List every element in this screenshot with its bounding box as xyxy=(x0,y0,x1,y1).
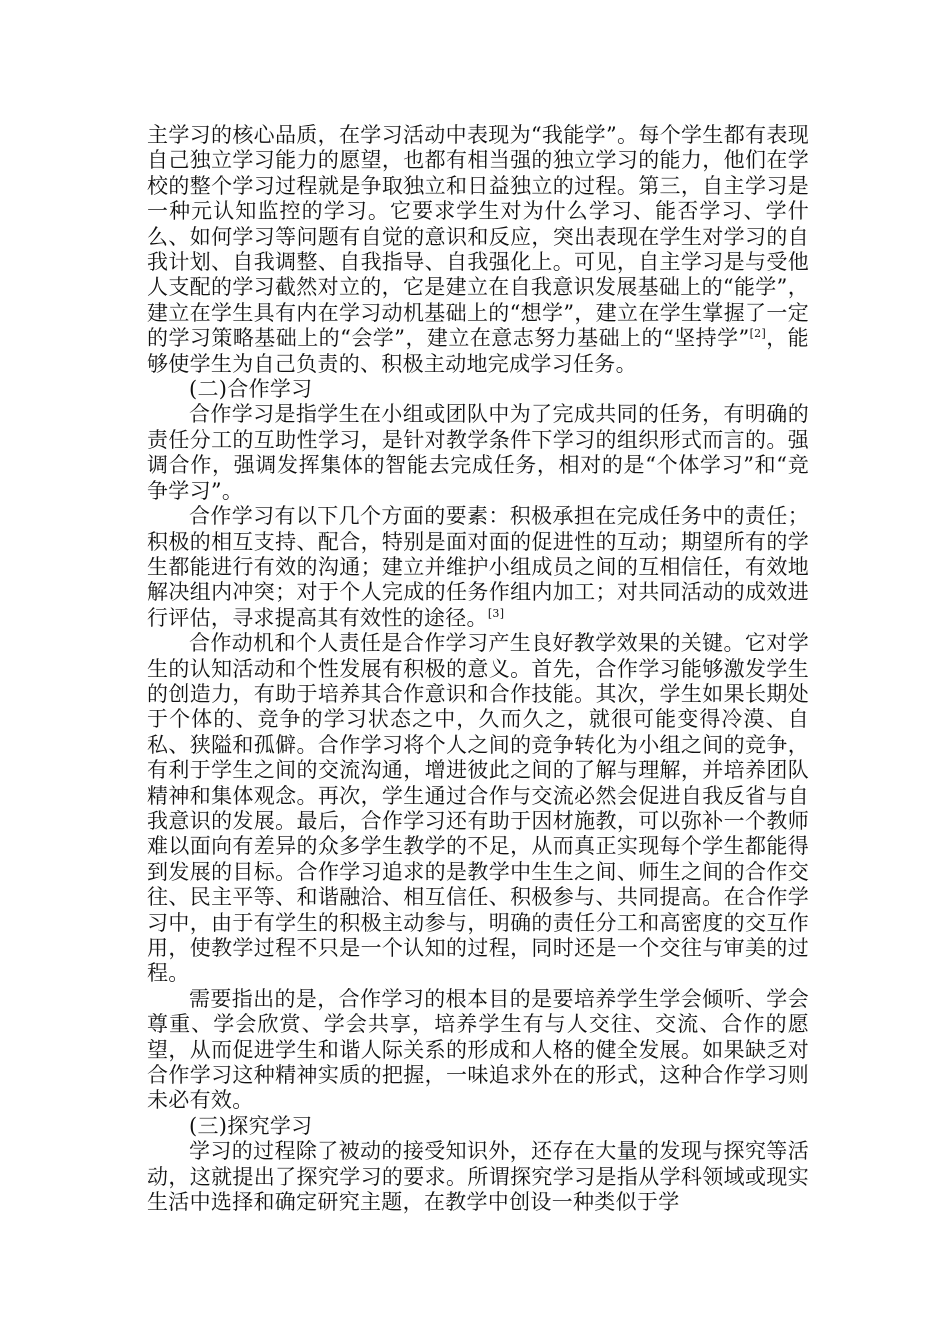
paragraph-cooperative-elements xyxy=(147,504,809,631)
paragraph-text: 主学习的核心品质，在学习活动中表现为“我能学”。每个学生都有表现自己独立学习能力的愿望，也都有相当强的独立学习的能力，他们在学校的整个学习过程就是争取独立和日益独立的过程。第三，自主学习是一种元认知监控的学习。它要求学生对为什么学习、能否学习、学什么、如何学习等问题有自觉的意识和反应，突出表现在学生对学习的自我计划、自我调整、自我指导、自我强化上。可见，自主学习是与受他人支配的学习截然对立的，它是建立在自我意识发展基础上的“能学”，建立在学生具有内在学习动机基础上的“想学”，建立在学生掌握了一定的学习策略基础上的“会学”，建立在意志努力基础上的“坚持学” xyxy=(147,123,809,351)
paragraph-inquiry-definition: 学习的过程除了被动的接受知识外，还存在大量的发现与探究等活动，这就提出了探究学习的要求。所谓探究学习是指从学科领域或现实生活中选择和确定研究主题，在教学中创设一种类似于学 xyxy=(147,1139,809,1215)
paragraph-cooperative-purpose: 需要指出的是，合作学习的根本目的是要培养学生学会倾听、学会尊重、学会欣赏、学会共享，培养学生有与人交往、交流、合作的愿望，从而促进学生和谐人际关系的形成和人格的健全发展。如果缺乏对合作学习这种精神实质的把握，一味追求外在的形式，这种合作学习则未必有效。 xyxy=(147,986,809,1113)
paragraph-text: 合作学习有以下几个方面的要素：积极承担在完成任务中的责任；积极的相互支持、配合，特别是面对面的促进性的互动；期望所有的学生都能进行有效的沟通；建立并维护小组成员之间的互相信任，有效地解决组内冲突；对于个人完成的任务作组内加工；对共同活动的成效进行评估，寻求提高其有效性的途径。 xyxy=(147,504,809,630)
section-heading-inquiry: (三)探究学习 xyxy=(189,1113,313,1138)
section-heading-cooperative: (二)合作学习 xyxy=(189,377,313,402)
citation-ref: [3] xyxy=(487,606,505,620)
paragraph-cooperative-definition: 合作学习是指学生在小组或团队中为了完成共同的任务，有明确的责任分工的互助性学习，是针对教学条件下学习的组织形式而言的。强调合作，强调发挥集体的智能去完成任务，相对的是“个体学习”和“竞争学习”。 xyxy=(147,402,809,503)
paragraph-cooperative-motivation: 合作动机和个人责任是合作学习产生良好教学效果的关键。它对学生的认知活动和个性发展有积极的意义。首先，合作学习能够激发学生的创造力，有助于培养其合作意识和合作技能。其次，学生如果长期处于个体的、竞争的学习状态之中，久而久之，就很可能变得冷漠、自私、狭隘和孤僻。合作学习将个人之间的竞争转化为小组之间的竞争，有利于学生之间的交流沟通，增进彼此之间的了解与理解，并培养团队精神和集体观念。再次，学生通过合作与交流必然会促进自我反省与自我意识的发展。最后，合作学习还有助于因材施教，可以弥补一个教师难以面向有差异的众多学生教学的不足，从而真正实现每个学生都能得到发展的目标。合作学习追求的是教学中生生之间、师生之间的合作交往、民主平等、和谐融洽、相互信任、积极参与、共同提高。在合作学习中，由于有学生的积极主动参与，明确的责任分工和高密度的交互作用，使教学过程不只是一个认知的过程，同时还是一个交往与审美的过程。 xyxy=(147,631,809,986)
paragraph-text-tail: ，能够使学生为自己负责的、积极主动地完成学习任务。 xyxy=(147,326,809,376)
citation-ref: [2] xyxy=(749,327,767,341)
document-body xyxy=(147,123,809,1215)
paragraph-autonomous-continued xyxy=(147,123,809,377)
